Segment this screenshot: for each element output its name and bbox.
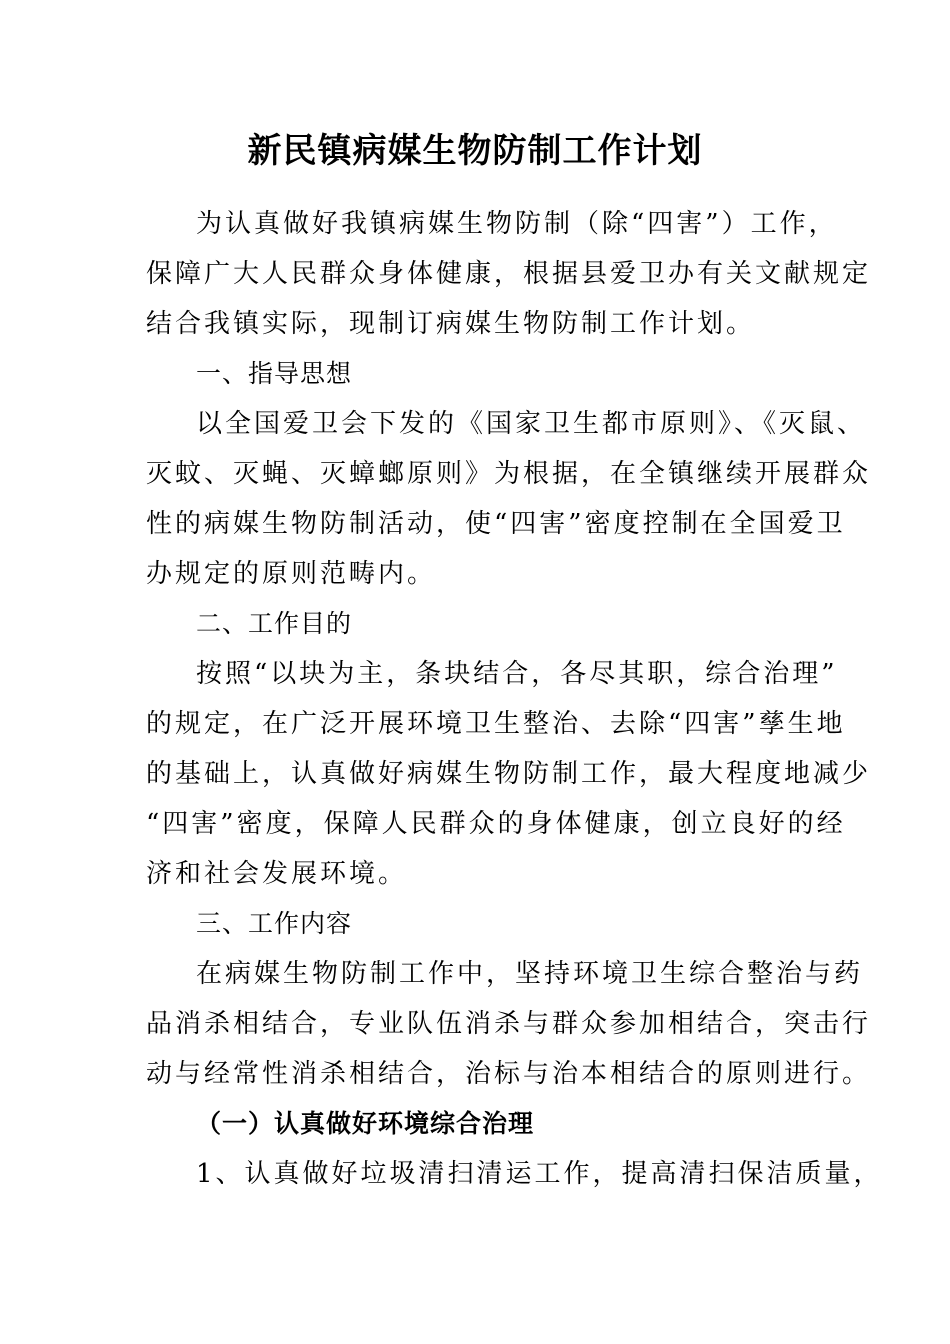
document-title: 新民镇病媒生物防制工作计划 bbox=[247, 131, 703, 171]
section1-line-2: 灭蚊、灭蝇、灭蟑螂原则》为根据，在全镇继续开展群众 bbox=[146, 459, 872, 489]
intro-line-3: 结合我镇实际，现制订病媒生物防制工作计划。 bbox=[146, 309, 756, 339]
section1-line-4: 办规定的原则范畴内。 bbox=[146, 559, 437, 589]
section3-line-3: 动与经常性消杀相结合，治标与治本相结合的原则进行。 bbox=[146, 1059, 872, 1089]
section3-line-2: 品消杀相结合，专业队伍消杀与群众参加相结合，突击行 bbox=[146, 1009, 872, 1039]
item-1-line: 1、认真做好垃圾清扫清运工作，提高清扫保洁质量， bbox=[196, 1159, 883, 1189]
section2-line-4: “四害”密度，保障人民群众的身体健康，创立良好的经 bbox=[146, 809, 846, 839]
section2-line-2: 的规定，在广泛开展环境卫生整治、去除“四害”孳生地 bbox=[146, 709, 846, 739]
intro-line-1: 为认真做好我镇病媒生物防制（除“四害”）工作， bbox=[196, 209, 838, 239]
section2-line-3: 的基础上，认真做好病媒生物防制工作，最大程度地减少 bbox=[146, 759, 872, 789]
section3-line-1: 在病媒生物防制工作中，坚持环境卫生综合整治与药 bbox=[196, 959, 864, 989]
section-heading-guiding-thought: 一、指导思想 bbox=[196, 359, 353, 388]
section-heading-work-content: 三、工作内容 bbox=[196, 909, 353, 938]
section2-line-1: 按照“以块为主，条块结合，各尽其职，综合治理” bbox=[196, 659, 838, 689]
section2-line-5: 济和社会发展环境。 bbox=[146, 859, 408, 889]
section-heading-work-goal: 二、工作目的 bbox=[196, 609, 353, 638]
subsection-heading-environment: （一）认真做好环境综合治理 bbox=[196, 1109, 535, 1138]
section1-line-1: 以全国爱卫会下发的《国家卫生都市原则》、《灭鼠、 bbox=[196, 409, 867, 439]
intro-line-2: 保障广大人民群众身体健康，根据县爱卫办有关文献规定 bbox=[146, 259, 872, 289]
section1-line-3: 性的病媒生物防制活动，使“四害”密度控制在全国爱卫 bbox=[146, 509, 846, 539]
